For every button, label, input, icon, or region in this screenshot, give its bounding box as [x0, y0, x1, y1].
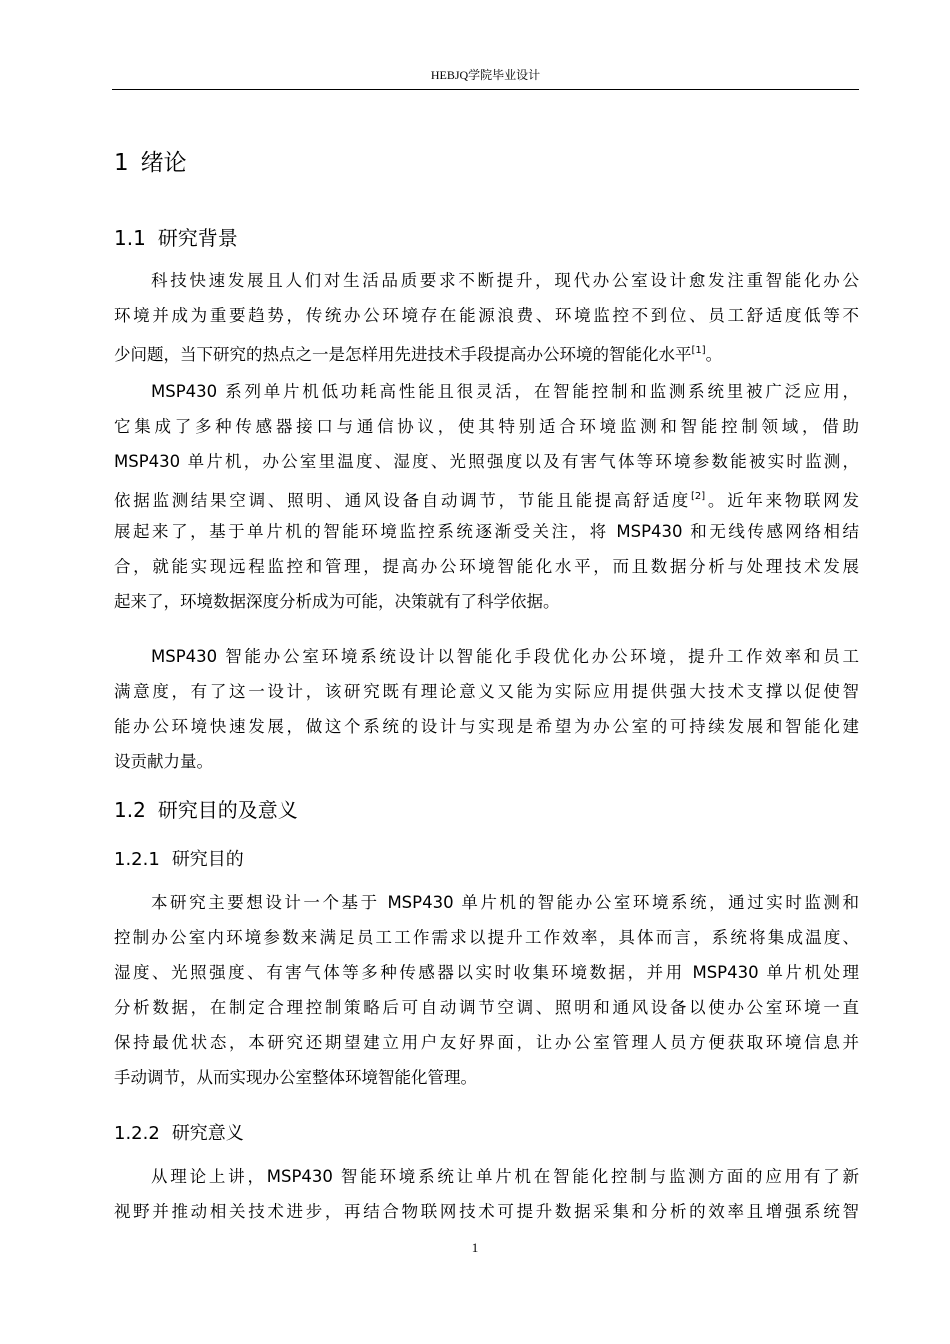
paragraph-significance	[114, 1159, 859, 1229]
chapter-heading	[114, 146, 187, 180]
text-line: 展起来了，基于单片机的智能环境监控系统逐渐受关注，将 MSP430 和无线传感网络相结	[114, 522, 859, 541]
section-number: 1.2	[114, 798, 146, 822]
text-line: MSP430 单片机，办公室里温度、湿度、光照强度以及有害气体等环境参数能被实时监测，	[114, 452, 859, 471]
subsection-heading-1-2-1	[114, 846, 244, 874]
paragraph-background-3	[114, 639, 859, 779]
subsection-number: 1.2.1	[114, 849, 160, 870]
page-header	[112, 64, 859, 90]
text-line: MSP430 系列单片机低功耗高性能且很灵活，在智能控制和监测系统里被广泛应用，	[151, 382, 859, 401]
paragraph-background-1	[114, 263, 859, 368]
subsection-number: 1.2.2	[114, 1123, 160, 1144]
text-line: 合，就能实现远程监控和管理，提高办公环境智能化水平，而且数据分析与处理技术发展	[114, 557, 859, 576]
text-line: 科技快速发展且人们对生活品质要求不断提升，现代办公室设计愈发注重智能化办公	[151, 271, 859, 290]
text-line: 它集成了多种传感器接口与通信协议，使其特别适合环境监测和智能控制领域，借助	[114, 417, 859, 436]
text-run: 少问题，当下研究的热点之一是怎样用先进技术手段提高办公环境的智能化水平	[114, 345, 692, 364]
text-line: 湿度、光照强度、有害气体等多种传感器以实时收集环境数据，并用 MSP430 单片机处理	[114, 963, 859, 982]
text-run: 。	[705, 345, 723, 364]
text-line: MSP430 智能办公室环境系统设计以智能化手段优化办公环境，提升工作效率和员工	[151, 647, 859, 666]
text-line: 从理论上讲，MSP430 智能环境系统让单片机在智能化控制与监测方面的应用有了新	[151, 1167, 859, 1186]
text-run: 依据监测结果空调、照明、通风设备自动调节，节能且能提高舒适度	[114, 491, 691, 510]
text-line: 满意度，有了这一设计，该研究既有理论意义又能为实际应用提供强大技术支撑以促使智	[114, 682, 859, 701]
section-title: 研究目的及意义	[157, 798, 298, 822]
text-line: 保持最优状态，本研究还期望建立用户友好界面，让办公室管理人员方便获取环境信息并	[114, 1033, 859, 1052]
text-line: 视野并推动相关技术进步，再结合物联网技术可提升数据采集和分析的效率且增强系统智	[114, 1202, 859, 1221]
text-line: 手动调节，从而实现办公室整体环境智能化管理。	[114, 1068, 477, 1087]
text-line: 控制办公室内环境参数来满足员工工作需求以提升工作效率，具体而言，系统将集成温度、	[114, 928, 859, 947]
page-number: 1	[471, 1240, 479, 1255]
paragraph-purpose	[114, 885, 859, 1095]
chapter-title: 绪论	[140, 150, 187, 176]
section-title: 研究背景	[157, 226, 238, 250]
text-line: 起来了，环境数据深度分析成为可能，决策就有了科学依据。	[114, 592, 560, 611]
section-heading-1-1	[114, 223, 238, 253]
text-run: 。近年来物联网发	[705, 491, 860, 510]
text-line: 能办公环境快速发展，做这个系统的设计与实现是希望为办公室的可持续发展和智能化建	[114, 717, 859, 736]
chapter-number: 1	[114, 150, 129, 176]
subsection-heading-1-2-2	[114, 1120, 244, 1148]
subsection-title: 研究意义	[171, 1123, 244, 1144]
section-heading-1-2	[114, 795, 298, 825]
section-number: 1.1	[114, 226, 146, 250]
text-line: 分析数据，在制定合理控制策略后可自动调节空调、照明和通风设备以使办公室环境一直	[114, 998, 859, 1017]
text-line	[114, 479, 859, 514]
text-line: 设贡献力量。	[114, 752, 213, 771]
citation-ref: [2]	[690, 491, 706, 502]
subsection-title: 研究目的	[171, 849, 244, 870]
header-text: HEBJQ学院毕业设计	[430, 68, 541, 82]
text-line: 本研究主要想设计一个基于 MSP430 单片机的智能办公室环境系统，通过实时监测和	[151, 893, 859, 912]
citation-ref: [1]	[691, 345, 706, 356]
text-line	[114, 333, 859, 368]
paragraph-background-2	[114, 374, 859, 619]
text-line: 环境并成为重要趋势，传统办公环境存在能源浪费、环境监控不到位、员工舒适度低等不	[114, 306, 859, 325]
